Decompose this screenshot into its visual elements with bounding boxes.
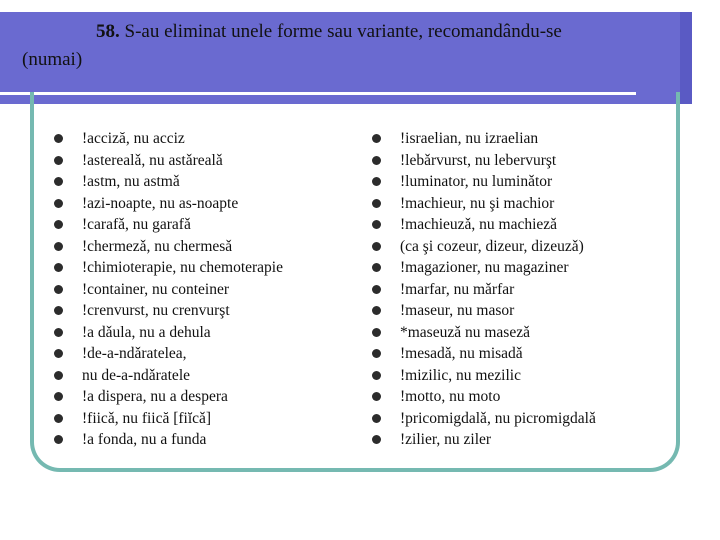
- list-item-text: !chimioterapie, nu chemoterapie: [82, 259, 283, 276]
- list-item-text: !lebǎrvurst, nu lebervurşt: [400, 151, 557, 169]
- list-item: [372, 257, 672, 279]
- bullet-icon: [54, 199, 63, 208]
- list-item-text: !a dǎula, nu a dehula: [82, 323, 211, 341]
- bullet-icon: [54, 349, 63, 358]
- list-item: [372, 408, 672, 430]
- list-item-text: !crenvurst, nu crenvurşt: [82, 302, 230, 319]
- list-item: [54, 279, 354, 301]
- bullet-icon: [54, 220, 63, 229]
- rule-number: 58.: [96, 21, 120, 42]
- list-item-text: !carafǎ, nu garafǎ: [82, 216, 191, 233]
- list-item-text: !azi-noapte, nu as-noapte: [82, 194, 239, 212]
- list-item: [372, 171, 672, 193]
- bullet-icon: [372, 263, 381, 272]
- bullet-icon: [372, 349, 381, 358]
- list-item-text: (ca şi cozeur, dizeur, dizeuzǎ): [400, 237, 584, 255]
- list-item-text: !maseur, nu masor: [400, 302, 515, 319]
- list-item: [372, 300, 672, 322]
- rule-title-continuation: (numai): [22, 49, 83, 70]
- list-item: [372, 322, 672, 344]
- list-item: [54, 171, 354, 193]
- title-side-bar: [680, 12, 692, 104]
- list-item: [372, 150, 672, 172]
- rule-title-text: S-au eliminat unele forme sau variante, recomandându-se: [124, 21, 562, 42]
- list-item: [54, 365, 354, 387]
- list-item-text: !magazioner, nu magaziner: [400, 259, 569, 276]
- bullet-icon: [372, 134, 381, 143]
- bullet-icon: [372, 156, 381, 165]
- list-item-text: !mesadǎ, nu misadǎ: [400, 345, 523, 362]
- list-item: [54, 343, 354, 365]
- bullet-icon: [372, 242, 381, 251]
- slide-title: [22, 18, 662, 74]
- list-item-text: !chermezǎ, nu chermesǎ: [82, 237, 233, 255]
- list-item-text: !mizilic, nu mezilic: [400, 366, 521, 384]
- list-item: [372, 279, 672, 301]
- bullet-icon: [54, 263, 63, 272]
- bullet-icon: [372, 414, 381, 423]
- bullet-icon: [54, 306, 63, 315]
- list-item-text: !machieur, nu şi machior: [400, 194, 555, 212]
- list-item: [54, 236, 354, 258]
- list-item-text: !machieuzǎ, nu machiezǎ: [400, 216, 558, 233]
- list-item-text: *maseuzǎ nu masezǎ: [400, 323, 530, 341]
- bullet-icon: [54, 328, 63, 337]
- list-item: [372, 343, 672, 365]
- list-item: [372, 429, 672, 451]
- left-list: [54, 128, 354, 451]
- list-item: [54, 408, 354, 430]
- list-item: [54, 257, 354, 279]
- list-item-text: nu de-a-ndǎratele: [82, 366, 191, 384]
- right-list: [372, 128, 672, 451]
- list-item-text: !de-a-ndǎratelea,: [82, 345, 187, 362]
- list-item-text: !pricomigdalǎ, nu picromigdalǎ: [400, 409, 596, 427]
- bullet-icon: [54, 435, 63, 444]
- bullet-icon: [372, 392, 381, 401]
- bullet-icon: [54, 177, 63, 186]
- list-item-text: !zilier, nu ziler: [400, 431, 492, 448]
- bullet-icon: [54, 392, 63, 401]
- bullet-icon: [372, 177, 381, 186]
- list-item: [372, 214, 672, 236]
- list-item-text: !motto, nu moto: [400, 388, 501, 405]
- list-item: [54, 193, 354, 215]
- list-item: [372, 365, 672, 387]
- bullet-icon: [54, 414, 63, 423]
- list-item-text: !marfar, nu mǎrfar: [400, 280, 515, 298]
- list-item: [54, 150, 354, 172]
- bullet-icon: [372, 328, 381, 337]
- list-item-text: !fiicǎ, nu fiică [fiĭcǎ]: [82, 409, 212, 427]
- bullet-icon: [54, 371, 63, 380]
- bullet-icon: [372, 435, 381, 444]
- list-item: [372, 193, 672, 215]
- list-item: [54, 322, 354, 344]
- list-item: [54, 429, 354, 451]
- list-item: [372, 128, 672, 150]
- bullet-icon: [372, 199, 381, 208]
- list-item: [54, 128, 354, 150]
- bullet-icon: [372, 285, 381, 294]
- list-item-text: !acciză, nu acciz: [82, 130, 185, 147]
- list-item-text: !a dispera, nu a despera: [82, 388, 228, 405]
- list-item: [54, 386, 354, 408]
- list-item-text: !luminator, nu luminǎtor: [400, 173, 553, 190]
- bullet-icon: [372, 371, 381, 380]
- bullet-icon: [372, 220, 381, 229]
- list-item: [372, 386, 672, 408]
- list-item-text: !asterealǎ, nu astǎrealǎ: [82, 151, 223, 169]
- bullet-icon: [54, 134, 63, 143]
- bullet-icon: [54, 156, 63, 165]
- list-item: [54, 300, 354, 322]
- bullet-icon: [54, 285, 63, 294]
- bullet-icon: [372, 306, 381, 315]
- list-item-text: !container, nu conteiner: [82, 280, 229, 298]
- list-item-text: !a fonda, nu a funda: [82, 431, 207, 448]
- bullet-icon: [54, 242, 63, 251]
- list-item-text: !astm, nu astmǎ: [82, 173, 180, 190]
- list-item: [54, 214, 354, 236]
- list-item: [372, 236, 672, 258]
- list-item-text: !israelian, nu izraelian: [400, 130, 539, 147]
